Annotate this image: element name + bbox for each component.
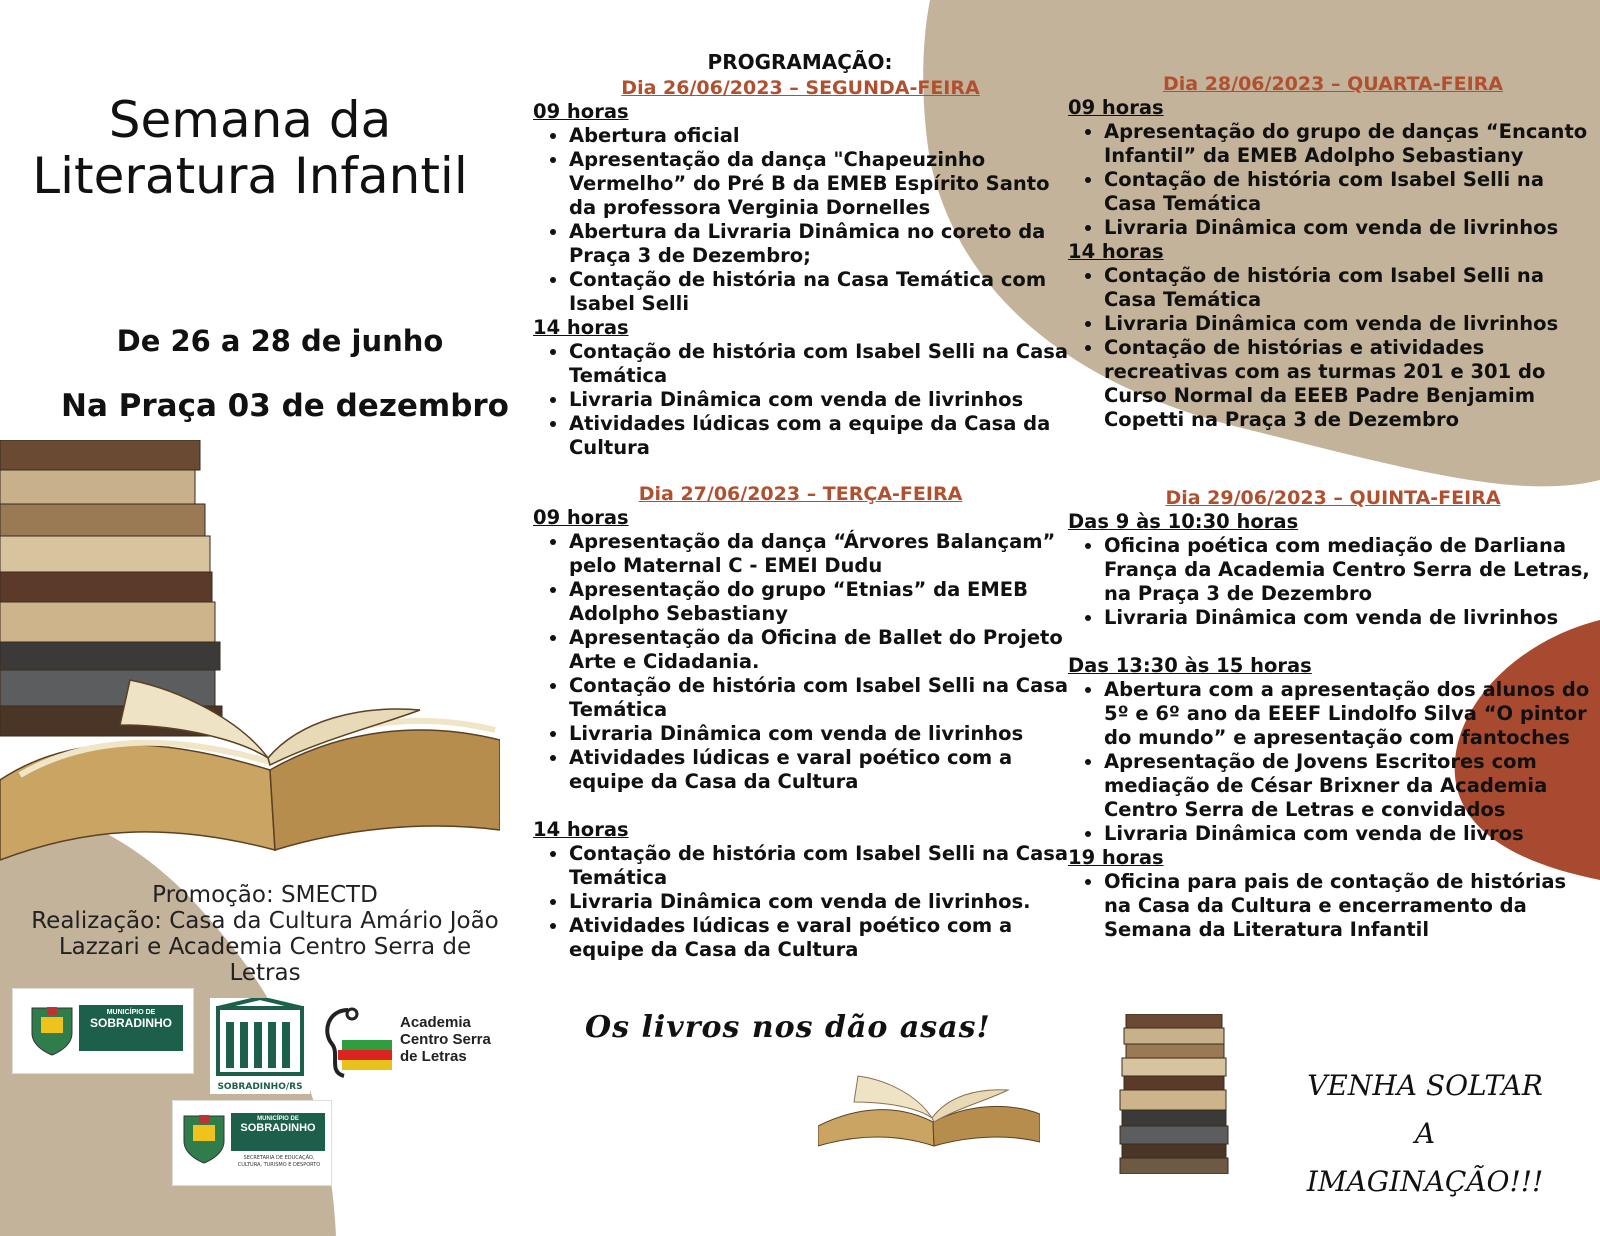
time-label: 09 horas	[533, 506, 629, 529]
activity-item: • Apresentação da dança “Árvores Balançam” pelo Maternal C - EMEI Dudu	[569, 530, 1068, 578]
logo-municipio-top: MUNICÍPIO DE	[106, 1009, 156, 1016]
activity-item: • Apresentação do grupo de danças “Encanto Infantil” da EMEB Adolpho Sebastiany	[1104, 120, 1598, 168]
day-27-section	[533, 482, 1068, 962]
activity-item: • Contação de história na Casa Temática com Isabel Selli	[569, 268, 1068, 316]
activity-list	[533, 340, 1068, 460]
day-26-section	[533, 76, 1068, 460]
small-open-book-illustration	[818, 1056, 1040, 1148]
activity-item: • Contação de história com Isabel Selli na Casa Temática	[569, 674, 1068, 722]
activity-list	[1068, 120, 1598, 240]
logo-casa-cultura	[210, 998, 310, 1094]
time-label: 14 horas	[533, 316, 629, 339]
activity-item: • Atividades lúdicas e varal poético com a equipe da Casa da Cultura	[569, 914, 1068, 962]
activity-item: • Contação de história com Isabel Selli na Casa Temática	[1104, 168, 1598, 216]
activity-item: • Livraria Dinâmica com venda de livrinhos	[569, 388, 1068, 412]
logo-academia	[318, 1002, 498, 1082]
time-label: Das 9 às 10:30 horas	[1068, 510, 1299, 533]
activity-list	[533, 842, 1068, 962]
book-stack-illustration	[0, 440, 500, 880]
activity-list	[1068, 678, 1598, 846]
activity-item: • Livraria Dinâmica com venda de livros	[1104, 822, 1598, 846]
activity-item: • Livraria Dinâmica com venda de livrinhos	[1104, 606, 1598, 630]
academia-text: Academia Centro Serra de Letras	[400, 1014, 491, 1065]
activity-item: • Atividades lúdicas com a equipe da Casa da Cultura	[569, 412, 1068, 460]
activity-item: • Livraria Dinâmica com venda de livrinhos	[1104, 216, 1598, 240]
time-label: 09 horas	[533, 100, 629, 123]
activity-item: • Apresentação da dança "Chapeuzinho Vermelho” do Pré B da EMEB Espírito Santo da professora Verginia Dornelles	[569, 148, 1068, 220]
time-label: 14 horas	[533, 818, 629, 841]
secretaria-crest-icon	[179, 1111, 229, 1167]
activity-list	[533, 530, 1068, 794]
day-29-section	[1068, 486, 1598, 942]
activity-item: • Apresentação da Oficina de Ballet do Projeto Arte e Cidadania.	[569, 626, 1068, 674]
promotion-text: Promoção: SMECTD	[152, 882, 378, 908]
activity-item: • Abertura com a apresentação dos alunos do 5º e 6º ano da EEEF Lindolfo Silva “O pintor do mundo” e apresentação com fantoches	[1104, 678, 1598, 750]
logo-municipio-name: SOBRADINHO	[89, 1016, 172, 1030]
municipal-crest-icon	[27, 1003, 77, 1059]
book-spines	[0, 440, 222, 736]
credits	[20, 882, 510, 986]
day-heading: Dia 26/06/2023 – SEGUNDA-FEIRA	[621, 77, 980, 99]
activity-item: • Abertura oficial	[569, 124, 1068, 148]
day-heading: Dia 27/06/2023 – TERÇA-FEIRA	[638, 483, 963, 505]
day-heading: Dia 28/06/2023 – QUARTA-FEIRA	[1162, 73, 1503, 95]
activity-item: • Contação de história com Isabel Selli na Casa Temática	[569, 340, 1068, 388]
activity-list	[1068, 264, 1598, 432]
activity-item: • Contação de história com Isabel Selli na Casa Temática	[569, 842, 1068, 890]
time-label: 14 horas	[1068, 240, 1164, 263]
casa-cultura-text: SOBRADINHO/RS	[217, 1082, 303, 1092]
activity-item: • Oficina para pais de contação de histórias na Casa da Cultura e encerramento da Semana da Literatura Infantil	[1104, 870, 1598, 942]
activity-item: • Apresentação do grupo “Etnias” da EMEB Adolpho Sebastiany	[569, 578, 1068, 626]
activity-item: • Contação de história com Isabel Selli na Casa Temática	[1104, 264, 1598, 312]
realization-text: Realização: Casa da Cultura Amário João Lazzari e Academia Centro Serra de Letras	[31, 908, 499, 986]
time-label: 09 horas	[1068, 96, 1164, 119]
activity-item: • Oficina poética com mediação de Darliana França da Academia Centro Serra de Letras, na Praça 3 de Dezembro	[1104, 534, 1598, 606]
event-dates: De 26 a 28 de junho	[116, 324, 444, 358]
activity-list	[1068, 534, 1598, 630]
activity-item: • Livraria Dinâmica com venda de livrinhos.	[569, 890, 1068, 914]
activity-item: • Apresentação de Jovens Escritores com mediação de César Brixner da Academia Centro Serra de Letras e convidados	[1104, 750, 1598, 822]
activity-item: • Atividades lúdicas e varal poético com a equipe da Casa da Cultura	[569, 746, 1068, 794]
logo-secretaria	[172, 1100, 332, 1186]
day-28-section	[1068, 72, 1598, 432]
event-place: Na Praça 03 de dezembro	[61, 388, 509, 424]
motto-text: Os livros nos dão asas!	[585, 1010, 991, 1045]
casa-cultura-building-icon	[210, 998, 310, 1078]
secretaria-name: SOBRADINHO	[240, 1122, 316, 1134]
activity-item: • Contação de histórias e atividades recreativas com as turmas 201 e 301 do Curso Normal da EEEB Padre Benjamim Copetti na Praça 3 de Dezembro	[1104, 336, 1598, 432]
time-label: 19 horas	[1068, 846, 1164, 869]
secretaria-sub: SECRETARIA DE EDUCAÇÃO, CULTURA, TURISMO E DESPORTO	[237, 1155, 321, 1168]
activity-list	[533, 124, 1068, 316]
closing-text: VENHA SOLTAR A IMAGINAÇÃO!!!	[1306, 1069, 1544, 1198]
page-title: Semana da Literatura Infantil	[32, 91, 468, 205]
program-title: PROGRAMAÇÃO:	[707, 50, 893, 74]
small-book-stack-illustration	[1118, 1014, 1230, 1174]
activity-item: • Livraria Dinâmica com venda de livrinhos	[569, 722, 1068, 746]
activity-list	[1068, 870, 1598, 942]
academia-books-icon	[318, 1002, 398, 1082]
secretaria-top: MUNICÍPIO DE	[257, 1116, 299, 1122]
activity-item: • Abertura da Livraria Dinâmica no coreto da Praça 3 de Dezembro;	[569, 220, 1068, 268]
logo-municipio-sobradinho	[12, 988, 194, 1074]
day-heading: Dia 29/06/2023 – QUINTA-FEIRA	[1165, 487, 1501, 509]
time-label: Das 13:30 às 15 horas	[1068, 654, 1312, 677]
activity-item: • Livraria Dinâmica com venda de livrinhos	[1104, 312, 1598, 336]
